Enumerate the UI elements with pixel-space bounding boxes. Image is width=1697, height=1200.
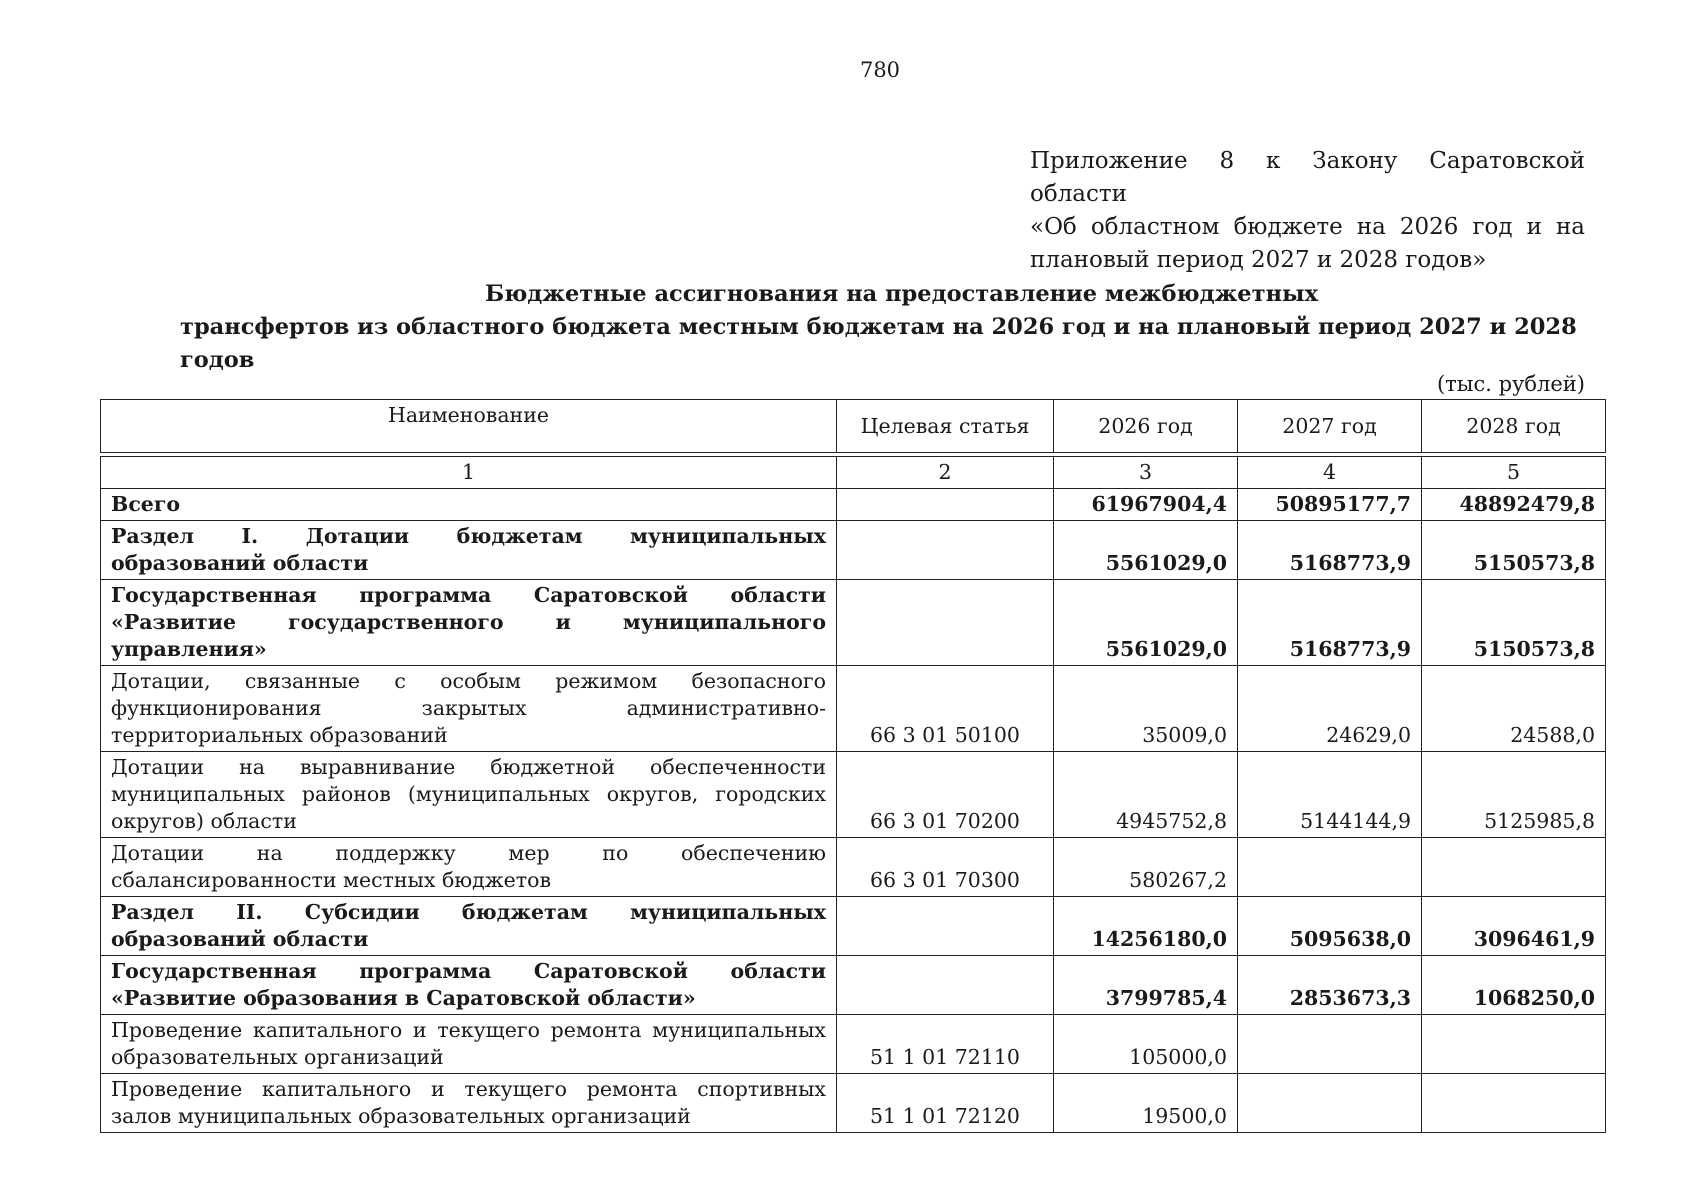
cell-name: Всего xyxy=(101,489,837,521)
column-number-row xyxy=(101,457,1606,489)
cell-2027 xyxy=(1238,1015,1422,1074)
column-number: 5 xyxy=(1422,457,1606,489)
cell-target-code: 66 3 01 70300 xyxy=(837,838,1054,897)
header-2027: 2027 год xyxy=(1238,400,1422,453)
cell-name: Дотации на поддержку мер по обеспечению сбалансированности местных бюджетов xyxy=(101,838,837,897)
column-number: 1 xyxy=(101,457,837,489)
table-row xyxy=(101,580,1606,666)
cell-2028: 5150573,8 xyxy=(1422,580,1606,666)
column-number: 4 xyxy=(1238,457,1422,489)
cell-target-code: 66 3 01 50100 xyxy=(837,666,1054,752)
cell-target-code: 51 1 01 72120 xyxy=(837,1074,1054,1133)
cell-2027: 5168773,9 xyxy=(1238,580,1422,666)
cell-name: Государственная программа Саратовской области «Развитие образования в Саратовской области» xyxy=(101,956,837,1015)
appendix-line: плановый период 2027 и 2028 годов» xyxy=(1030,247,1487,273)
units-label: (тыс. рублей) xyxy=(1436,372,1585,396)
cell-name: Дотации, связанные с особым режимом безопасного функционирования закрытых административно-территориальных образований xyxy=(101,666,837,752)
cell-2026: 35009,0 xyxy=(1054,666,1238,752)
cell-2026: 19500,0 xyxy=(1054,1074,1238,1133)
appendix-line: «Об областном бюджете на 2026 год и на xyxy=(1030,214,1585,240)
cell-name: Дотации на выравнивание бюджетной обеспеченности муниципальных районов (муниципальных округов, городских округов) области xyxy=(101,752,837,838)
cell-2028: 1068250,0 xyxy=(1422,956,1606,1015)
table-row xyxy=(101,956,1606,1015)
table-header-row xyxy=(101,400,1606,453)
cell-name: Раздел II. Субсидии бюджетам муниципальных образований области xyxy=(101,897,837,956)
cell-2026: 5561029,0 xyxy=(1054,521,1238,580)
cell-2026: 580267,2 xyxy=(1054,838,1238,897)
table-row xyxy=(101,752,1606,838)
cell-2028 xyxy=(1422,1015,1606,1074)
cell-name: Проведение капитального и текущего ремонта спортивных залов муниципальных образовательных организаций xyxy=(101,1074,837,1133)
header-2026: 2026 год xyxy=(1054,400,1238,453)
cell-2027 xyxy=(1238,838,1422,897)
table-row xyxy=(101,838,1606,897)
cell-target-code: 51 1 01 72110 xyxy=(837,1015,1054,1074)
cell-target-code: 66 3 01 70200 xyxy=(837,752,1054,838)
cell-2028: 48892479,8 xyxy=(1422,489,1606,521)
cell-2028: 24588,0 xyxy=(1422,666,1606,752)
cell-target-code xyxy=(837,489,1054,521)
cell-2028: 3096461,9 xyxy=(1422,897,1606,956)
cell-target-code xyxy=(837,897,1054,956)
cell-2027: 5144144,9 xyxy=(1238,752,1422,838)
cell-2026: 14256180,0 xyxy=(1054,897,1238,956)
table-body xyxy=(101,489,1606,1133)
cell-2028: 5150573,8 xyxy=(1422,521,1606,580)
table-row xyxy=(101,1015,1606,1074)
cell-2026: 61967904,4 xyxy=(1054,489,1238,521)
cell-2027: 2853673,3 xyxy=(1238,956,1422,1015)
cell-2027: 5168773,9 xyxy=(1238,521,1422,580)
table-row xyxy=(101,521,1606,580)
column-number: 3 xyxy=(1054,457,1238,489)
appendix-line: Приложение 8 к Закону Саратовской области xyxy=(1030,148,1585,207)
column-number: 2 xyxy=(837,457,1054,489)
table-row xyxy=(101,666,1606,752)
cell-2026: 4945752,8 xyxy=(1054,752,1238,838)
header-code: Целевая статья xyxy=(837,400,1054,453)
table-row xyxy=(101,897,1606,956)
cell-2027: 5095638,0 xyxy=(1238,897,1422,956)
cell-target-code xyxy=(837,521,1054,580)
cell-2027 xyxy=(1238,1074,1422,1133)
cell-2027: 50895177,7 xyxy=(1238,489,1422,521)
table-row xyxy=(101,489,1606,521)
page-number: 780 xyxy=(859,58,901,82)
cell-2028 xyxy=(1422,1074,1606,1133)
header-name: Наименование xyxy=(101,400,837,453)
cell-name: Проведение капитального и текущего ремонта муниципальных образовательных организаций xyxy=(101,1015,837,1074)
cell-2028 xyxy=(1422,838,1606,897)
title-line: трансфертов из областного бюджета местным бюджетам на 2026 год и на плановый период 2027 и 2028 годов xyxy=(180,314,1577,373)
cell-target-code xyxy=(837,580,1054,666)
cell-target-code xyxy=(837,956,1054,1015)
title-line: Бюджетные ассигнования на предоставление межбюджетных xyxy=(485,281,1319,307)
header-2028: 2028 год xyxy=(1422,400,1606,453)
budget-table xyxy=(100,399,1606,1133)
appendix-note xyxy=(1030,145,1585,277)
cell-name: Государственная программа Саратовской области «Развитие государственного и муниципального управления» xyxy=(101,580,837,666)
cell-2028: 5125985,8 xyxy=(1422,752,1606,838)
cell-2027: 24629,0 xyxy=(1238,666,1422,752)
cell-name: Раздел I. Дотации бюджетам муниципальных образований области xyxy=(101,521,837,580)
cell-2026: 5561029,0 xyxy=(1054,580,1238,666)
document-title xyxy=(100,278,1600,377)
cell-2026: 105000,0 xyxy=(1054,1015,1238,1074)
cell-2026: 3799785,4 xyxy=(1054,956,1238,1015)
table-row xyxy=(101,1074,1606,1133)
